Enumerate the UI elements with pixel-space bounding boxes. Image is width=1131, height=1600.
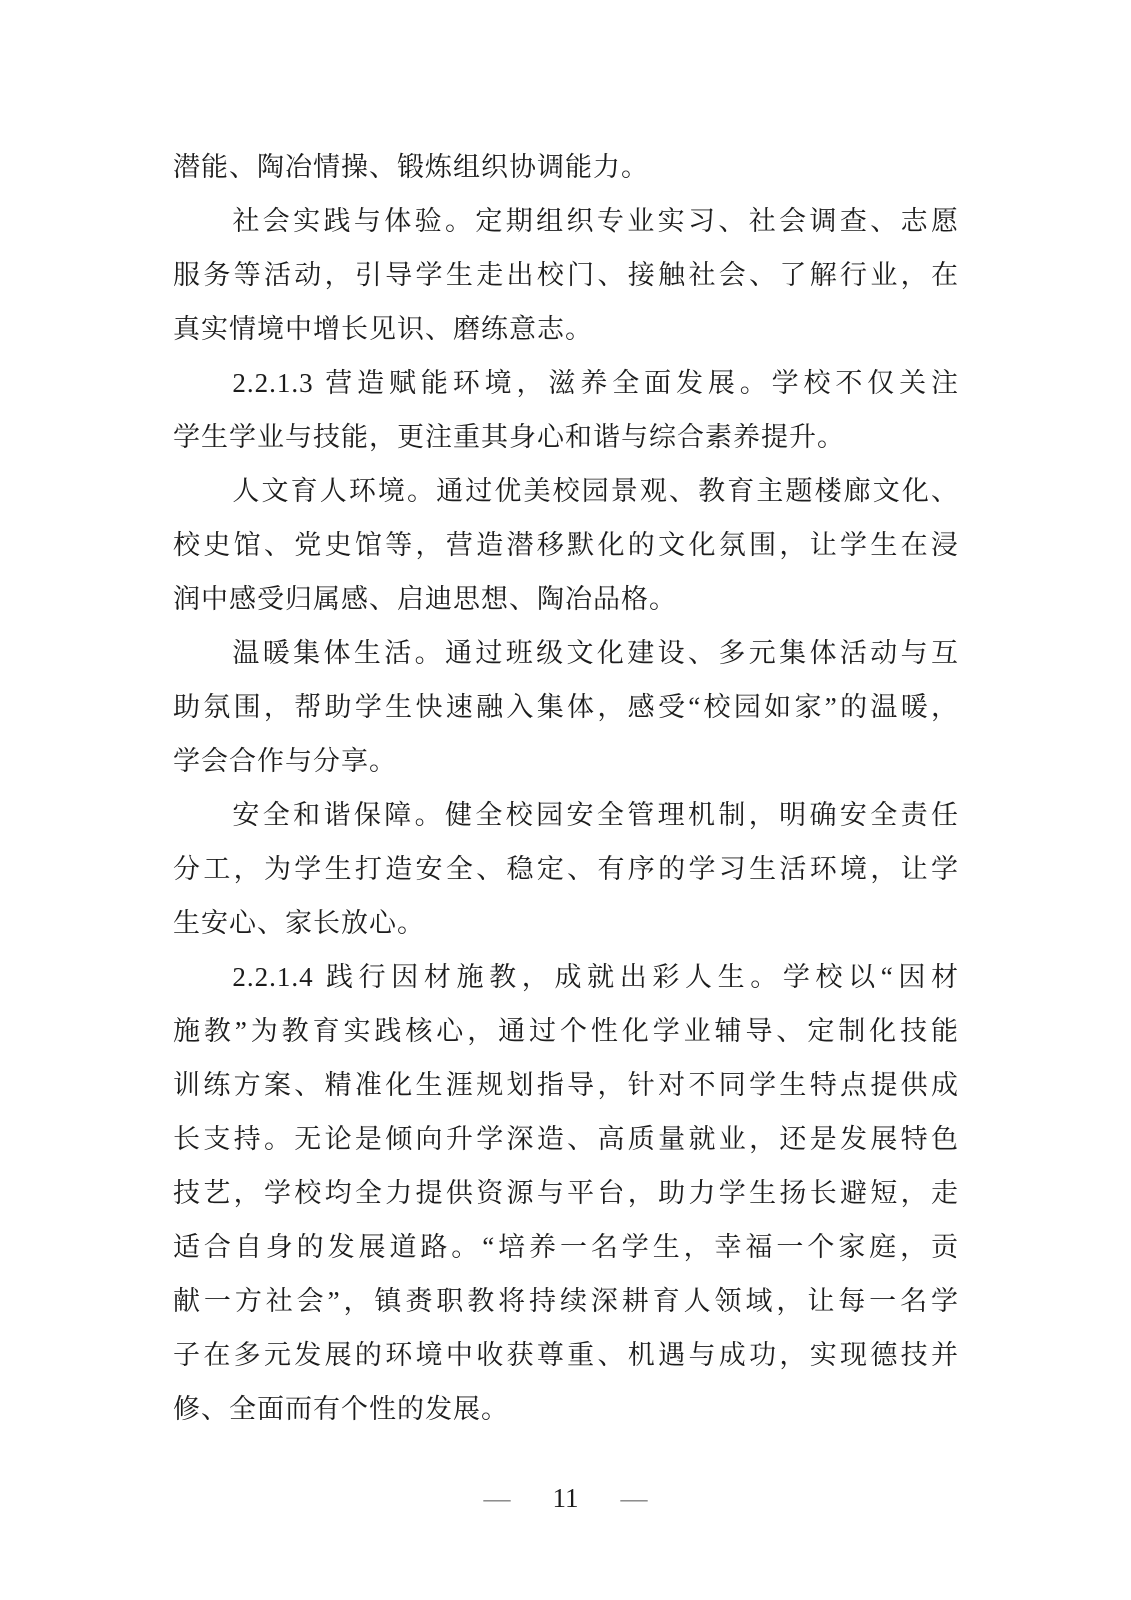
page-number: 11 [552, 1483, 579, 1513]
text-line: 献一方社会”，镇赉职教将持续深耕育人领域，让每一名学 [173, 1286, 959, 1316]
text-line: 适合自身的发展道路。“培养一名学生，幸福一个家庭，贡 [173, 1232, 959, 1262]
text-line: 生安心、家长放心。 [173, 908, 425, 938]
text-line: 真实情境中增长见识、磨练意志。 [173, 314, 593, 344]
text-line: 学生学业与技能，更注重其身心和谐与综合素养提升。 [173, 422, 845, 452]
text-line: 润中感受归属感、启迪思想、陶冶品格。 [173, 584, 677, 614]
text-line: 子在多元发展的环境中收获尊重、机遇与成功，实现德技并 [173, 1340, 959, 1370]
section-heading-line: 2.2.1.4 践行因材施教，成就出彩人生。学校以“因材 [232, 962, 959, 992]
footer-dash-left: — [483, 1483, 511, 1513]
section-heading-line: 2.2.1.3 营造赋能环境，滋养全面发展。学校不仅关注 [232, 368, 959, 398]
text-line: 技艺，学校均全力提供资源与平台，助力学生扬长避短，走 [173, 1178, 959, 1208]
text-block [173, 140, 959, 1436]
text-line: 人文育人环境。通过优美校园景观、教育主题楼廊文化、 [232, 476, 959, 506]
text-line: 长支持。无论是倾向升学深造、高质量就业，还是发展特色 [173, 1124, 959, 1154]
text-line: 助氛围，帮助学生快速融入集体，感受“校园如家”的温暖， [173, 692, 959, 722]
text-line: 温暖集体生活。通过班级文化建设、多元集体活动与互 [232, 638, 959, 668]
text-line: 学会合作与分享。 [173, 746, 397, 776]
text-line: 施教”为教育实践核心，通过个性化学业辅导、定制化技能 [173, 1016, 959, 1046]
page-footer [0, 1478, 1131, 1518]
text-line: 修、全面而有个性的发展。 [173, 1394, 509, 1424]
text-line: 训练方案、精准化生涯规划指导，针对不同学生特点提供成 [173, 1070, 959, 1100]
text-line: 分工，为学生打造安全、稳定、有序的学习生活环境，让学 [173, 854, 959, 884]
text-line: 服务等活动，引导学生走出校门、接触社会、了解行业，在 [173, 260, 959, 290]
text-line: 社会实践与体验。定期组织专业实习、社会调查、志愿 [232, 206, 959, 236]
text-line: 潜能、陶冶情操、锻炼组织协调能力。 [173, 152, 649, 182]
footer-dash-right: — [620, 1483, 648, 1513]
text-line: 安全和谐保障。健全校园安全管理机制，明确安全责任 [232, 800, 959, 830]
text-line: 校史馆、党史馆等，营造潜移默化的文化氛围，让学生在浸 [173, 530, 959, 560]
